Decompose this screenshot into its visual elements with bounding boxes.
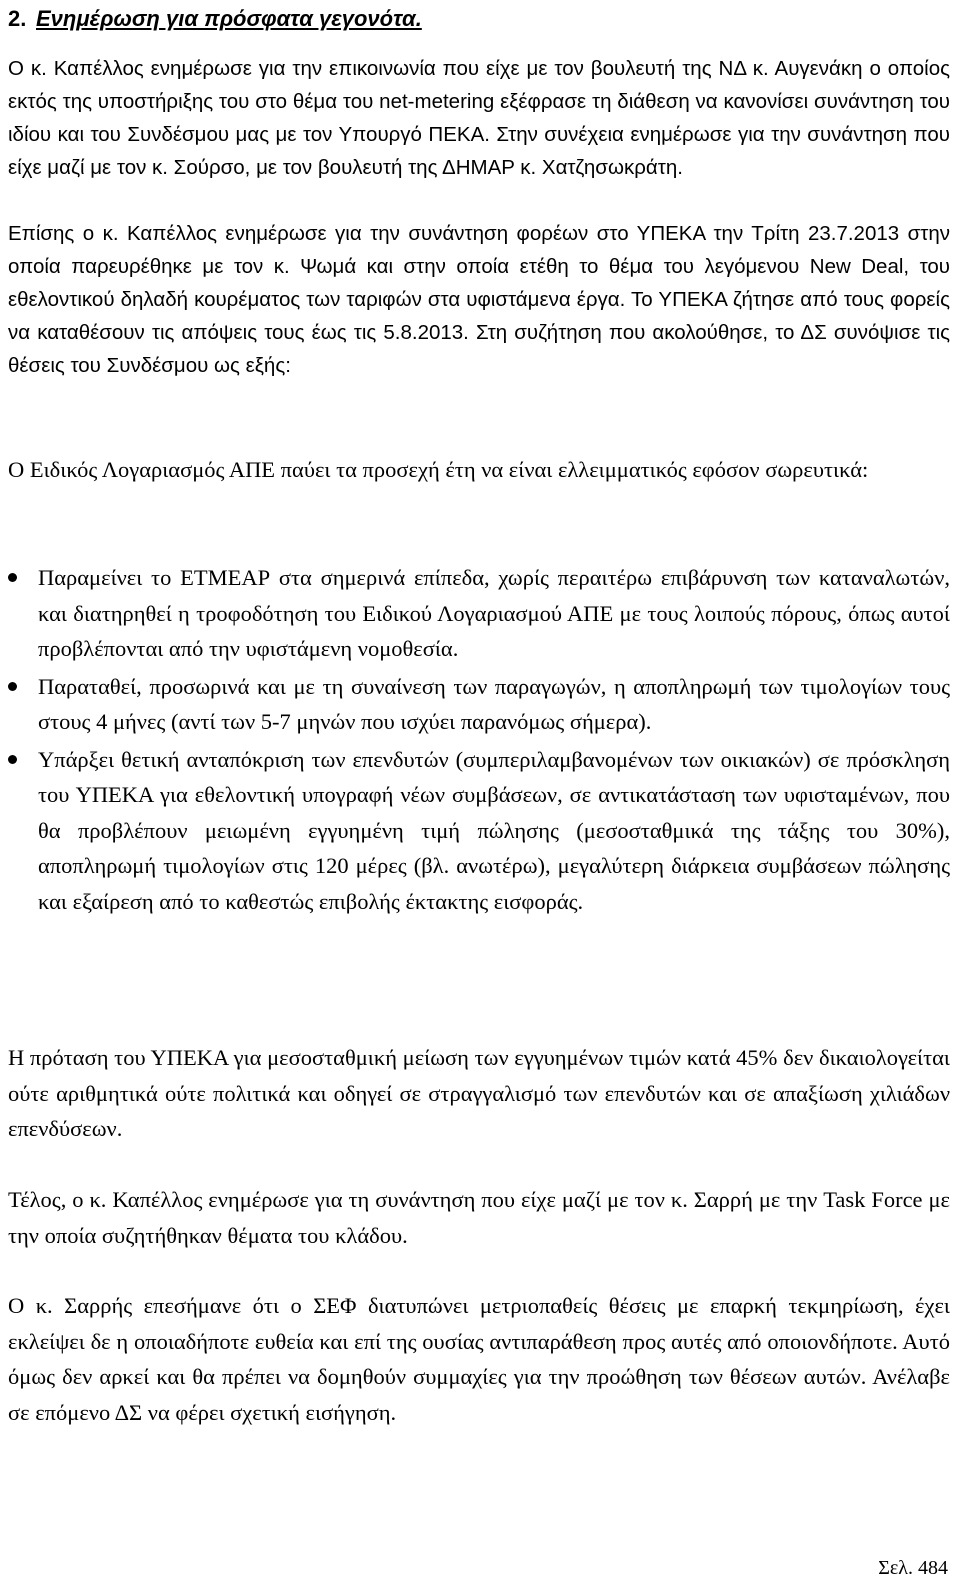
paragraph-avgenakis-meeting: Ο κ. Καπέλλος ενημέρωσε για την επικοινωνία που είχε με τον βουλευτή της ΝΔ κ. Αυγενάκη ο οποίος εκτός της υποστήριξης του στο θέμα του net-metering εξέφρασε τη διάθεση να κανονίσει συνάντηση του ιδίου και του Συνδέσμου μας με τον Υπουργό ΠΕΚΑ. Στην συνέχεια ενημέρωσε για την συνάντηση που είχε μαζί με τον κ. Σούρσο, με τον βουλευτή της ΔΗΜΑΡ κ. Χατζησωκράτη. (8, 57, 950, 179)
list-item-text: Παραμείνει το ΕΤΜΕΑΡ στα σημερινά επίπεδα, χωρίς περαιτέρω επιβάρυνση των καταναλωτών, και διατηρηθεί η τροφοδότηση του Ειδικού Λογαριασμού ΑΠΕ με τους λοιπούς πόρους, όπως αυτοί προβλέπονται από την υφιστάμενη νομοθεσία. (38, 565, 950, 661)
section-heading (8, 2, 422, 36)
list-item (8, 742, 950, 920)
paragraph-special-account: Ο Ειδικός Λογαριασμός ΑΠΕ παύει τα προσεχή έτη να είναι ελλειμματικός εφόσον σωρευτικά: (8, 457, 869, 482)
list-item (8, 669, 950, 740)
paragraph-task-force: Τέλος, ο κ. Καπέλλος ενημέρωσε για τη συνάντηση που είχε μαζί με τον κ. Σαρρή με την Task Force με την οποία συζητήθηκαν θέματα του κλάδου. (8, 1187, 950, 1248)
page-number: Σελ. 484 (878, 1557, 948, 1579)
section-number: 2. (8, 6, 27, 31)
paragraph-ypeka-proposal: Η πρόταση του ΥΠΕΚΑ για μεσοσταθμική μείωση των εγγυημένων τιμών κατά 45% δεν δικαιολογείται ούτε αριθμητικά ούτε πολιτικά και οδηγεί σε στραγγαλισμό των επενδυτών και σε απαξίωση χιλιάδων επενδύσεων. (8, 1045, 950, 1141)
bullet-icon (8, 755, 17, 764)
bullet-icon (8, 682, 17, 691)
list-item (8, 560, 950, 667)
conditions-list (8, 560, 950, 919)
bullet-icon (8, 573, 17, 582)
paragraph-sarris-remarks: Ο κ. Σαρρής επεσήμανε ότι ο ΣΕΦ διατυπώνει μετριοπαθείς θέσεις με επαρκή τεκμηρίωση, έχει εκλείψει δε η οποιαδήποτε ευθεία και επί της ουσίας αντιπαράθεση προς αυτές από οποιονδήποτε. Αυτό όμως δεν αρκεί και θα πρέπει να δομηθούν συμμαχίες για την προώθηση των θέσεων αυτών. Ανέλαβε σε επόμενο ΔΣ να φέρει σχετική εισήγηση. (8, 1293, 950, 1425)
list-item-text: Υπάρξει θετική ανταπόκριση των επενδυτών (συμπεριλαμβανομένων των οικιακών) σε πρόσκληση του ΥΠΕΚΑ για εθελοντική υπογραφή νέων συμβάσεων, σε αντικατάσταση των υφισταμένων, που θα προβλέπουν μειωμένη εγγυημένη τιμή πώλησης (μεσοσταθμικά της τάξης του 30%), αποπληρωμή τιμολογίων στις 120 μέρες (βλ. ανωτέρω), μεγαλύτερη διάρκεια συμβάσεων πώλησης και εξαίρεση από το καθεστώς επιβολής έκτακτης εισφοράς. (38, 746, 950, 914)
paragraph-ypeka-meeting: Επίσης ο κ. Καπέλλος ενημέρωσε για την συνάντηση φορέων στο ΥΠΕΚΑ την Τρίτη 23.7.2013 στην οποία παρευρέθηκε με τον κ. Ψωμά και στην οποία ετέθη το θέμα του λεγόμενου New Deal, του εθελοντικού δηλαδή κουρέματος των ταριφών στα υφιστάμενα έργα. Το ΥΠΕΚΑ ζήτησε από τους φορείς να καταθέσουν τις απόψεις τους έως τις 5.8.2013. Στη συζήτηση που ακολούθησε, το ΔΣ συνόψισε τις θέσεις του Συνδέσμου ως εξής: (8, 222, 950, 377)
list-item-text: Παραταθεί, προσωρινά και με τη συναίνεση των παραγωγών, η αποπληρωμή των τιμολογίων τους στους 4 μήνες (αντί των 5-7 μηνών που ισχύει παρανόμως σήμερα). (38, 673, 950, 734)
section-title: Ενημέρωση για πρόσφατα γεγονότα. (36, 6, 422, 31)
